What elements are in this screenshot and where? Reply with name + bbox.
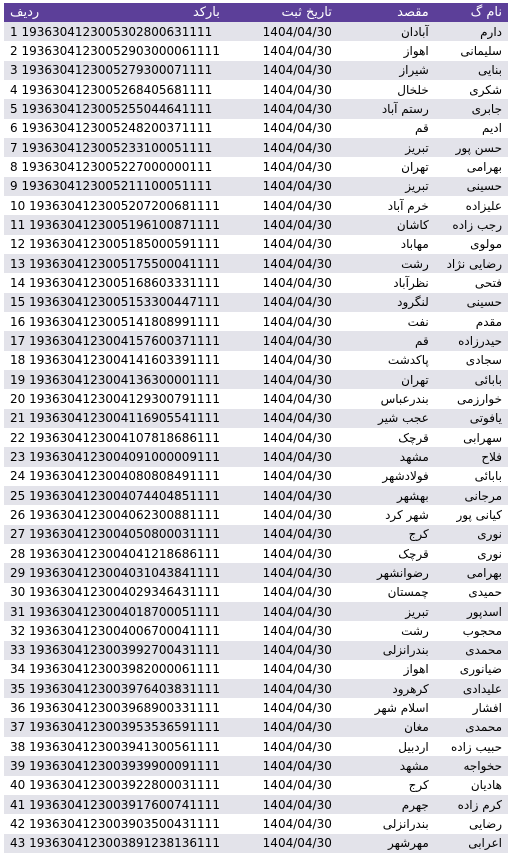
table-row[interactable] [4,312,508,331]
row-number-barcode: 18 1936304123004141603391111 [4,351,226,370]
destination-city: تهران [338,157,435,176]
row-number-barcode: 43 1936304123003891238136111 [4,834,226,853]
row-number-barcode: 33 1936304123003992700431111 [4,641,226,660]
registration-date: 1404/04/30 [226,370,338,389]
table-row[interactable] [4,776,508,795]
registration-date: 1404/04/30 [226,157,338,176]
row-number-barcode: 3 1936304123005279300071111 [4,61,226,80]
registration-date: 1404/04/30 [226,737,338,756]
recipient-name: بابائی [435,370,508,389]
header-row-number: ردیف [10,5,40,20]
recipient-name: فلاح [435,447,508,466]
table-row[interactable] [4,447,508,466]
recipient-name: مقدم [435,312,508,331]
destination-city: نظرآباد [338,273,435,292]
table-row[interactable] [4,679,508,698]
registration-date: 1404/04/30 [226,196,338,215]
row-number-barcode: 27 1936304123004050800031111 [4,525,226,544]
table-row[interactable] [4,602,508,621]
recipient-name: یافوتی [435,409,508,428]
recipient-name: هادیان [435,776,508,795]
registration-date: 1404/04/30 [226,467,338,486]
recipient-name: دارم [435,22,508,41]
registration-date: 1404/04/30 [226,273,338,292]
recipient-name: اعرابی [435,834,508,853]
destination-city: مشهد [338,756,435,775]
table-row[interactable] [4,795,508,814]
row-number-barcode: 32 1936304123004006700041111 [4,621,226,640]
table-row[interactable] [4,718,508,737]
destination-city: تبریز [338,177,435,196]
destination-city: رضوانشهر [338,563,435,582]
row-number-barcode: 42 1936304123003903500431111 [4,814,226,833]
row-number-barcode: 34 1936304123003982000061111 [4,660,226,679]
destination-city: بهشهر [338,486,435,505]
row-number-barcode: 1 1936304123005302800631111 [4,22,226,41]
table-body [4,22,508,853]
registration-date: 1404/04/30 [226,486,338,505]
row-number-barcode: 15 1936304123005153300447111 [4,293,226,312]
row-number-barcode: 23 1936304123004091000009111 [4,447,226,466]
table-header-row [4,3,508,22]
registration-date: 1404/04/30 [226,814,338,833]
row-number-barcode: 19 1936304123004136300001111 [4,370,226,389]
table-row[interactable] [4,737,508,756]
table-row[interactable] [4,293,508,312]
registration-date: 1404/04/30 [226,718,338,737]
row-number-barcode: 30 1936304123004029346431111 [4,583,226,602]
recipient-name: مولوی [435,235,508,254]
destination-city: آبادان [338,22,435,41]
registration-date: 1404/04/30 [226,119,338,138]
row-number-barcode: 16 1936304123005141808991111 [4,312,226,331]
destination-city: کرج [338,776,435,795]
recipient-name: رجب زاده [435,215,508,234]
row-number-barcode: 13 1936304123005175500041111 [4,254,226,273]
recipient-name: بابائی [435,467,508,486]
table-row[interactable] [4,409,508,428]
registration-date: 1404/04/30 [226,756,338,775]
table-row[interactable] [4,80,508,99]
registration-date: 1404/04/30 [226,641,338,660]
row-number-barcode: 22 1936304123004107818686111 [4,428,226,447]
destination-city: خرم آباد [338,196,435,215]
registration-date: 1404/04/30 [226,776,338,795]
table-row[interactable] [4,756,508,775]
registration-date: 1404/04/30 [226,795,338,814]
destination-city: مغان [338,718,435,737]
row-number-barcode: 41 1936304123003917600741111 [4,795,226,814]
registration-date: 1404/04/30 [226,505,338,524]
destination-city: کاشان [338,215,435,234]
registration-date: 1404/04/30 [226,428,338,447]
row-number-barcode: 38 1936304123003941300561111 [4,737,226,756]
table-row[interactable] [4,61,508,80]
table-row[interactable] [4,525,508,544]
table-row[interactable] [4,22,508,41]
destination-city: رشت [338,254,435,273]
destination-city: مشهد [338,447,435,466]
table-row[interactable] [4,660,508,679]
recipient-name: محمدی [435,718,508,737]
destination-city: اهواز [338,660,435,679]
registration-date: 1404/04/30 [226,138,338,157]
destination-city: نفت [338,312,435,331]
row-number-barcode: 5 1936304123005255044641111 [4,99,226,118]
destination-city: قم [338,119,435,138]
recipient-name: بهرامی [435,157,508,176]
table-row[interactable] [4,196,508,215]
table-row[interactable] [4,351,508,370]
registration-date: 1404/04/30 [226,22,338,41]
recipient-name: ادیم [435,119,508,138]
row-number-barcode: 29 1936304123004031043841111 [4,563,226,582]
recipient-name: فتحی [435,273,508,292]
table-row[interactable] [4,99,508,118]
recipient-name: خوارزمی [435,389,508,408]
registration-date: 1404/04/30 [226,660,338,679]
row-number-barcode: 36 1936304123003968900331111 [4,698,226,717]
registration-date: 1404/04/30 [226,293,338,312]
registration-date: 1404/04/30 [226,679,338,698]
registration-date: 1404/04/30 [226,447,338,466]
recipient-name: علیزاده [435,196,508,215]
destination-city: تبریز [338,138,435,157]
row-number-barcode: 24 1936304123004080808491111 [4,467,226,486]
registration-date: 1404/04/30 [226,61,338,80]
recipient-name: کرم زاده [435,795,508,814]
recipient-name: کیانی پور [435,505,508,524]
table-row[interactable] [4,428,508,447]
recipient-name: حخواجه [435,756,508,775]
destination-city: جهرم [338,795,435,814]
registration-date: 1404/04/30 [226,41,338,60]
table-row[interactable] [4,505,508,524]
row-number-barcode: 14 1936304123005168603331111 [4,273,226,292]
registration-date: 1404/04/30 [226,254,338,273]
row-number-barcode: 2 19363041230052903000061111 [4,41,226,60]
registration-date: 1404/04/30 [226,215,338,234]
destination-city: کرج [338,525,435,544]
header-name[interactable]: نام گ [435,3,508,22]
registration-date: 1404/04/30 [226,583,338,602]
destination-city: رستم آباد [338,99,435,118]
recipient-name: نوری [435,525,508,544]
recipient-name: حبیب زاده [435,737,508,756]
destination-city: چمستان [338,583,435,602]
recipient-name: محجوب [435,621,508,640]
registration-date: 1404/04/30 [226,99,338,118]
table-row[interactable] [4,563,508,582]
destination-city: بندرانزلی [338,814,435,833]
destination-city: اهواز [338,41,435,60]
recipient-name: اسدپور [435,602,508,621]
table-row[interactable] [4,215,508,234]
registration-date: 1404/04/30 [226,621,338,640]
destination-city: پاکدشت [338,351,435,370]
destination-city: اردبیل [338,737,435,756]
recipient-name: جابری [435,99,508,118]
row-number-barcode: 17 1936304123004157600371111 [4,331,226,350]
registration-date: 1404/04/30 [226,351,338,370]
row-number-barcode: 25 1936304123004074404851111 [4,486,226,505]
row-number-barcode: 7 1936304123005233100051111 [4,138,226,157]
recipient-name: افشار [435,698,508,717]
table-row[interactable] [4,370,508,389]
recipient-name: حسن پور [435,138,508,157]
destination-city: کرهرود [338,679,435,698]
table-row[interactable] [4,41,508,60]
header-date[interactable]: تاریخ ثبت [226,3,338,22]
registration-date: 1404/04/30 [226,235,338,254]
table-row[interactable] [4,698,508,717]
destination-city: قم [338,331,435,350]
table-row[interactable] [4,331,508,350]
registration-date: 1404/04/30 [226,563,338,582]
table-row[interactable] [4,235,508,254]
table-row[interactable] [4,621,508,640]
table-row[interactable] [4,389,508,408]
row-number-barcode: 39 1936304123003939900091111 [4,756,226,775]
table-row[interactable] [4,641,508,660]
recipient-name: حسینی [435,293,508,312]
destination-city: اسلام شهر [338,698,435,717]
header-row-barcode-cell[interactable] [4,3,226,22]
destination-city: شیراز [338,61,435,80]
row-number-barcode: 10 1936304123005207200681111 [4,196,226,215]
row-number-barcode: 28 1936304123004041218686111 [4,544,226,563]
recipient-name: مرجانی [435,486,508,505]
table-row[interactable] [4,177,508,196]
destination-city: بندرعباس [338,389,435,408]
recipient-name: رضایی نژاد [435,254,508,273]
destination-city: تبریز [338,602,435,621]
row-number-barcode: 21 1936304123004116905541111 [4,409,226,428]
recipient-name: حسینی [435,177,508,196]
table-row[interactable] [4,814,508,833]
recipient-name: سهرابی [435,428,508,447]
recipient-name: بهرامی [435,563,508,582]
recipient-name: رضایی [435,814,508,833]
destination-city: مهرشهر [338,834,435,853]
destination-city: خلخال [338,80,435,99]
registration-date: 1404/04/30 [226,331,338,350]
table-row[interactable] [4,138,508,157]
destination-city: رشت [338,621,435,640]
destination-city: تهران [338,370,435,389]
recipient-name: ضیانوری [435,660,508,679]
table-row[interactable] [4,834,508,853]
row-number-barcode: 6 1936304123005248200371111 [4,119,226,138]
recipient-name: علیدادی [435,679,508,698]
recipient-name: حیدرزاده [435,331,508,350]
table-row[interactable] [4,119,508,138]
destination-city: فولادشهر [338,467,435,486]
recipient-name: بنایی [435,61,508,80]
registration-date: 1404/04/30 [226,602,338,621]
recipient-name: حمیدی [435,583,508,602]
destination-city: لنگرود [338,293,435,312]
row-number-barcode: 9 1936304123005211100051111 [4,177,226,196]
row-number-barcode: 8 1936304123005227000000111 [4,157,226,176]
recipient-name: شکری [435,80,508,99]
table-row[interactable] [4,544,508,563]
row-number-barcode: 12 1936304123005185000591111 [4,235,226,254]
header-barcode: بارکد [192,5,220,20]
table-row[interactable] [4,467,508,486]
row-number-barcode: 35 1936304123003976403831111 [4,679,226,698]
recipient-name: سلیمانی [435,41,508,60]
row-number-barcode: 31 1936304123004018700051111 [4,602,226,621]
table-row[interactable] [4,486,508,505]
recipient-name: نوری [435,544,508,563]
shipments-table [4,3,508,853]
row-number-barcode: 26 1936304123004062300881111 [4,505,226,524]
destination-city: عجب شیر [338,409,435,428]
table-row[interactable] [4,273,508,292]
row-number-barcode: 20 1936304123004129300791111 [4,389,226,408]
recipient-name: محمدی [435,641,508,660]
registration-date: 1404/04/30 [226,312,338,331]
header-destination[interactable]: مقصد [338,3,435,22]
registration-date: 1404/04/30 [226,409,338,428]
registration-date: 1404/04/30 [226,80,338,99]
destination-city: شهر کرد [338,505,435,524]
destination-city: قرچک [338,544,435,563]
row-number-barcode: 40 1936304123003922800031111 [4,776,226,795]
table-row[interactable] [4,254,508,273]
destination-city: مهاباد [338,235,435,254]
registration-date: 1404/04/30 [226,698,338,717]
destination-city: قرچک [338,428,435,447]
row-number-barcode: 4 1936304123005268405681111 [4,80,226,99]
registration-date: 1404/04/30 [226,389,338,408]
destination-city: بندرانزلی [338,641,435,660]
recipient-name: سجادی [435,351,508,370]
registration-date: 1404/04/30 [226,834,338,853]
row-number-barcode: 11 1936304123005196100871111 [4,215,226,234]
registration-date: 1404/04/30 [226,525,338,544]
registration-date: 1404/04/30 [226,544,338,563]
table-row[interactable] [4,157,508,176]
registration-date: 1404/04/30 [226,177,338,196]
table-row[interactable] [4,583,508,602]
row-number-barcode: 37 1936304123003953536591111 [4,718,226,737]
